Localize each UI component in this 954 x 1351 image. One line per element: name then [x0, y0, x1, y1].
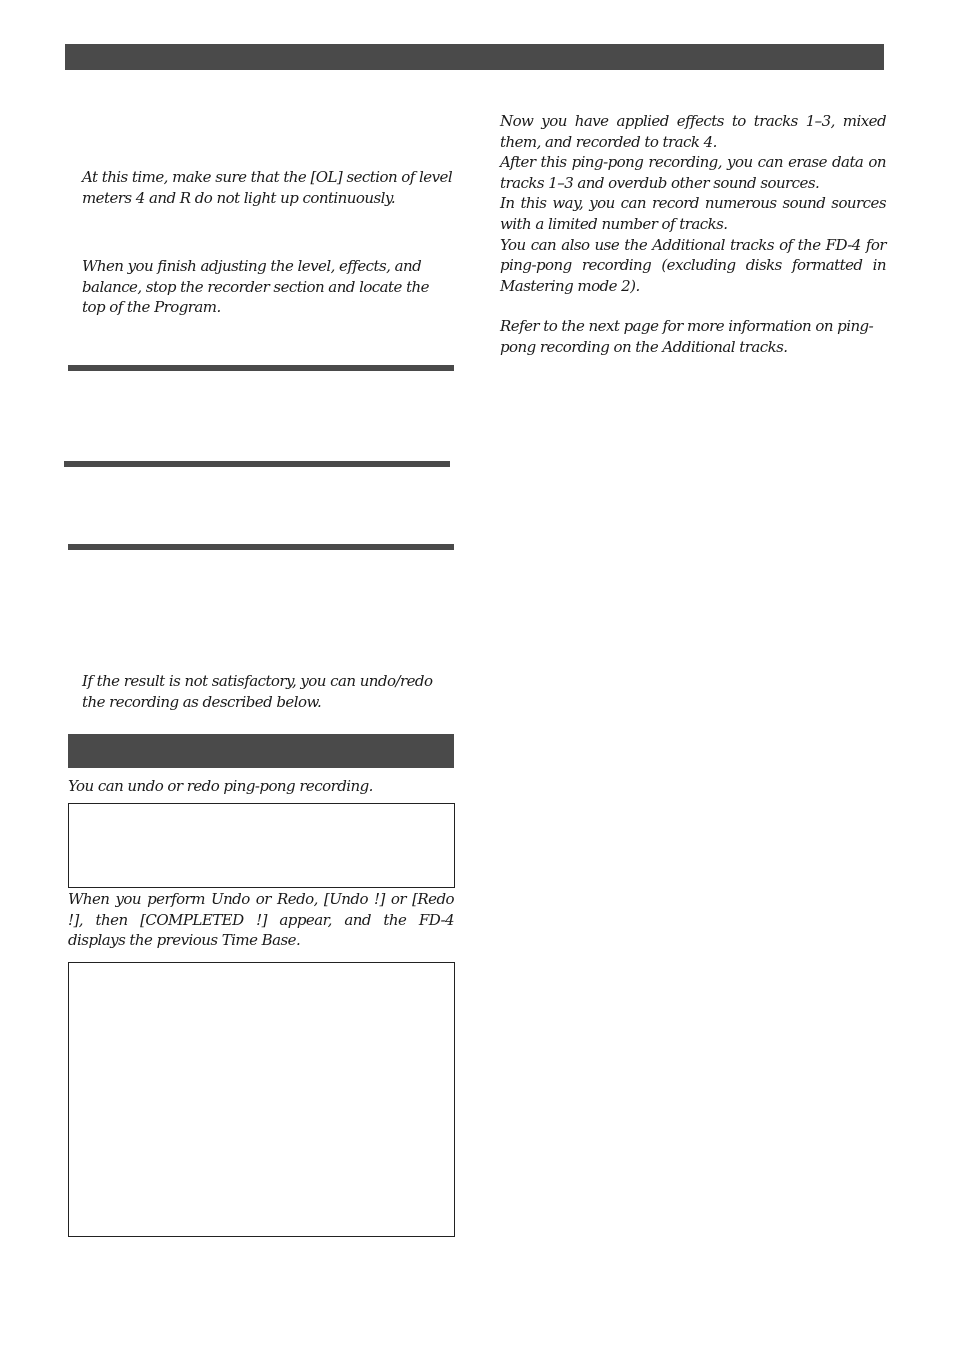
undo-redo-note	[82, 671, 454, 712]
ping-pong-summary	[500, 111, 886, 296]
level-meters-note	[82, 167, 454, 208]
summary-line: In this way, you can record numerous sound sources with a limited number of tracks.	[500, 194, 886, 233]
section-divider-2	[64, 461, 450, 467]
finish-adjusting-note-text: When you finish adjusting the level, effects, and balance, stop the recorder section and locate the top of the Program.	[82, 257, 429, 317]
additional-tracks-reference	[500, 316, 886, 357]
level-meters-note-text: At this time, make sure that the [OL] section of level meters 4 and R do not light up continuously.	[82, 168, 453, 207]
section-divider-3	[68, 544, 454, 550]
undo-redo-intro-text: You can undo or redo ping-pong recording.	[68, 777, 373, 795]
instruction-box-2	[68, 962, 455, 1237]
page-header-bar	[65, 44, 884, 70]
section-divider-1	[68, 365, 454, 371]
summary-line: After this ping-pong recording, you can erase data on tracks 1–3 and overdub other sound sources.	[500, 153, 886, 192]
finish-adjusting-note	[82, 256, 454, 318]
undo-redo-section-header	[68, 734, 454, 768]
additional-tracks-reference-text: Refer to the next page for more information on ping-pong recording on the Additional tracks.	[500, 317, 874, 356]
summary-line: You can also use the Additional tracks of the FD-4 for ping-pong recording (excluding disks formatted in Mastering mode 2).	[500, 235, 886, 295]
undo-redo-intro	[68, 776, 454, 797]
undo-redo-description	[68, 889, 454, 951]
instruction-box-1	[68, 803, 455, 888]
undo-redo-note-text: If the result is not satisfactory, you can undo/redo the recording as described below.	[82, 672, 433, 711]
undo-redo-description-text: When you perform Undo or Redo, [Undo !] or [Redo !], then [COMPLETED !] appear, and the FD-4 displays the previous Time Base.	[68, 890, 454, 950]
summary-line: Now you have applied effects to tracks 1–3, mixed them, and recorded to track 4.	[500, 112, 886, 151]
